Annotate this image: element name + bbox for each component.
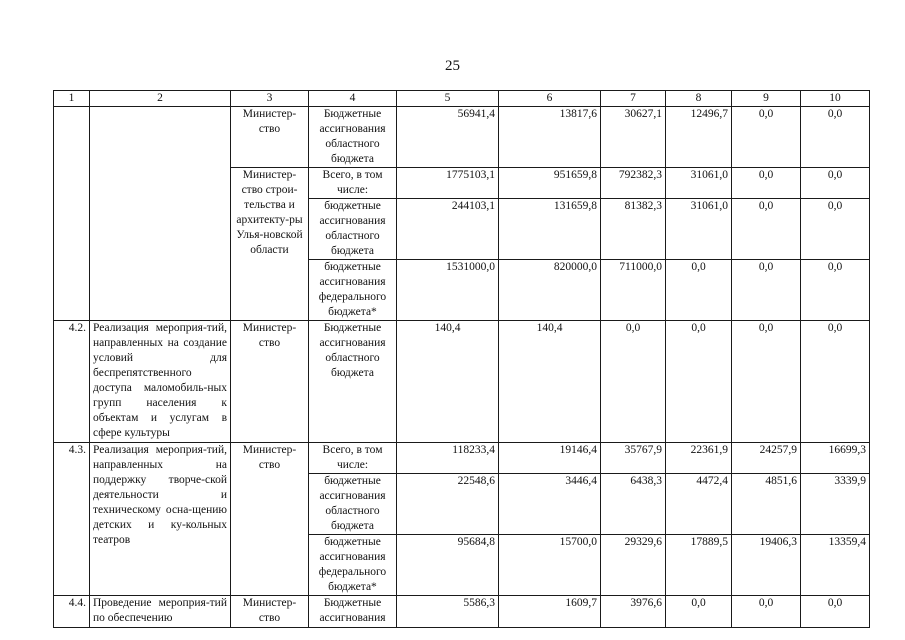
- value-cell: 244103,1: [397, 199, 499, 260]
- value-cell: 31061,0: [666, 168, 732, 199]
- value-cell: 0,0: [732, 321, 801, 443]
- funding-source-cell: Бюджетные ассигнования областного бюджета: [309, 107, 397, 168]
- value-cell: 0,0: [801, 260, 870, 321]
- activity-cell: [90, 107, 231, 321]
- activity-cell: Проведение мероприя-тий по обеспечению: [90, 596, 231, 628]
- value-cell: 56941,4: [397, 107, 499, 168]
- funding-source-cell: Всего, в том числе:: [309, 168, 397, 199]
- value-cell: 13817,6: [499, 107, 601, 168]
- value-cell: 3976,6: [601, 596, 666, 628]
- value-cell: 792382,3: [601, 168, 666, 199]
- funding-source-cell: бюджетные ассигнования федерального бюджета*: [309, 535, 397, 596]
- value-cell: 12496,7: [666, 107, 732, 168]
- value-cell: 29329,6: [601, 535, 666, 596]
- value-cell: 0,0: [801, 107, 870, 168]
- activity-cell: Реализация мероприя-тий, направленных на создание условий для беспрепятственного доступа маломобиль-ных групп населения к объектам и услугам в сфере культуры: [90, 321, 231, 443]
- value-cell: 22548,6: [397, 474, 499, 535]
- value-cell: 4851,6: [732, 474, 801, 535]
- funding-source-cell: Бюджетные ассигнования областного бюджета: [309, 321, 397, 443]
- budget-table: [53, 90, 870, 628]
- value-cell: 19406,3: [732, 535, 801, 596]
- value-cell: 0,0: [666, 321, 732, 443]
- value-cell: 0,0: [666, 260, 732, 321]
- value-cell: 19146,4: [499, 443, 601, 474]
- header-cell: 10: [801, 91, 870, 107]
- funding-source-cell: Всего, в том числе:: [309, 443, 397, 474]
- value-cell: 951659,8: [499, 168, 601, 199]
- value-cell: 0,0: [601, 321, 666, 443]
- executor-cell: Министер-ство: [231, 596, 309, 628]
- funding-source-cell: бюджетные ассигнования областного бюджета: [309, 474, 397, 535]
- value-cell: 131659,8: [499, 199, 601, 260]
- item-number-cell: 4.4.: [54, 596, 90, 628]
- value-cell: 3446,4: [499, 474, 601, 535]
- page-number: 25: [445, 58, 460, 74]
- table-row: [54, 107, 870, 168]
- value-cell: 118233,4: [397, 443, 499, 474]
- value-cell: 1531000,0: [397, 260, 499, 321]
- value-cell: 16699,3: [801, 443, 870, 474]
- header-cell: 4: [309, 91, 397, 107]
- header-cell: 1: [54, 91, 90, 107]
- table-row: [54, 443, 870, 474]
- table-row: [54, 321, 870, 443]
- activity-cell: Реализация мероприя-тий, направленных на поддержку творче-ской деятельности и техническому осна-щению детских и ку-кольных театров: [90, 443, 231, 596]
- header-cell: 5: [397, 91, 499, 107]
- value-cell: 5586,3: [397, 596, 499, 628]
- header-cell: 8: [666, 91, 732, 107]
- value-cell: 0,0: [801, 596, 870, 628]
- header-cell: 6: [499, 91, 601, 107]
- value-cell: 35767,9: [601, 443, 666, 474]
- item-number-cell: 4.2.: [54, 321, 90, 443]
- value-cell: 17889,5: [666, 535, 732, 596]
- header-cell: 2: [90, 91, 231, 107]
- value-cell: 140,4: [397, 321, 499, 443]
- value-cell: 0,0: [801, 168, 870, 199]
- item-number-cell: 4.3.: [54, 443, 90, 596]
- funding-source-cell: бюджетные ассигнования областного бюджета: [309, 199, 397, 260]
- header-cell: 9: [732, 91, 801, 107]
- value-cell: 0,0: [732, 596, 801, 628]
- value-cell: 4472,4: [666, 474, 732, 535]
- value-cell: 0,0: [666, 596, 732, 628]
- value-cell: 6438,3: [601, 474, 666, 535]
- header-cell: 7: [601, 91, 666, 107]
- value-cell: 0,0: [732, 168, 801, 199]
- executor-cell: Министер-ство: [231, 107, 309, 168]
- value-cell: 1775103,1: [397, 168, 499, 199]
- executor-cell: Министер-ство: [231, 443, 309, 596]
- value-cell: 13359,4: [801, 535, 870, 596]
- value-cell: 81382,3: [601, 199, 666, 260]
- value-cell: 0,0: [732, 260, 801, 321]
- value-cell: 0,0: [801, 199, 870, 260]
- header-cell: 3: [231, 91, 309, 107]
- value-cell: 31061,0: [666, 199, 732, 260]
- funding-source-cell: бюджетные ассигнования федерального бюджета*: [309, 260, 397, 321]
- value-cell: 22361,9: [666, 443, 732, 474]
- item-number-cell: [54, 107, 90, 321]
- value-cell: 820000,0: [499, 260, 601, 321]
- value-cell: 15700,0: [499, 535, 601, 596]
- value-cell: 711000,0: [601, 260, 666, 321]
- value-cell: 140,4: [499, 321, 601, 443]
- table-row: [54, 596, 870, 628]
- value-cell: 30627,1: [601, 107, 666, 168]
- executor-cell: Министер-ство строи-тельства и архитекту-ры Улья-новской области: [231, 168, 309, 321]
- value-cell: 3339,9: [801, 474, 870, 535]
- value-cell: 1609,7: [499, 596, 601, 628]
- value-cell: 0,0: [801, 321, 870, 443]
- value-cell: 95684,8: [397, 535, 499, 596]
- executor-cell: Министер-ство: [231, 321, 309, 443]
- value-cell: 24257,9: [732, 443, 801, 474]
- funding-source-cell: Бюджетные ассигнования: [309, 596, 397, 628]
- value-cell: 0,0: [732, 199, 801, 260]
- column-number-header: [54, 91, 870, 107]
- value-cell: 0,0: [732, 107, 801, 168]
